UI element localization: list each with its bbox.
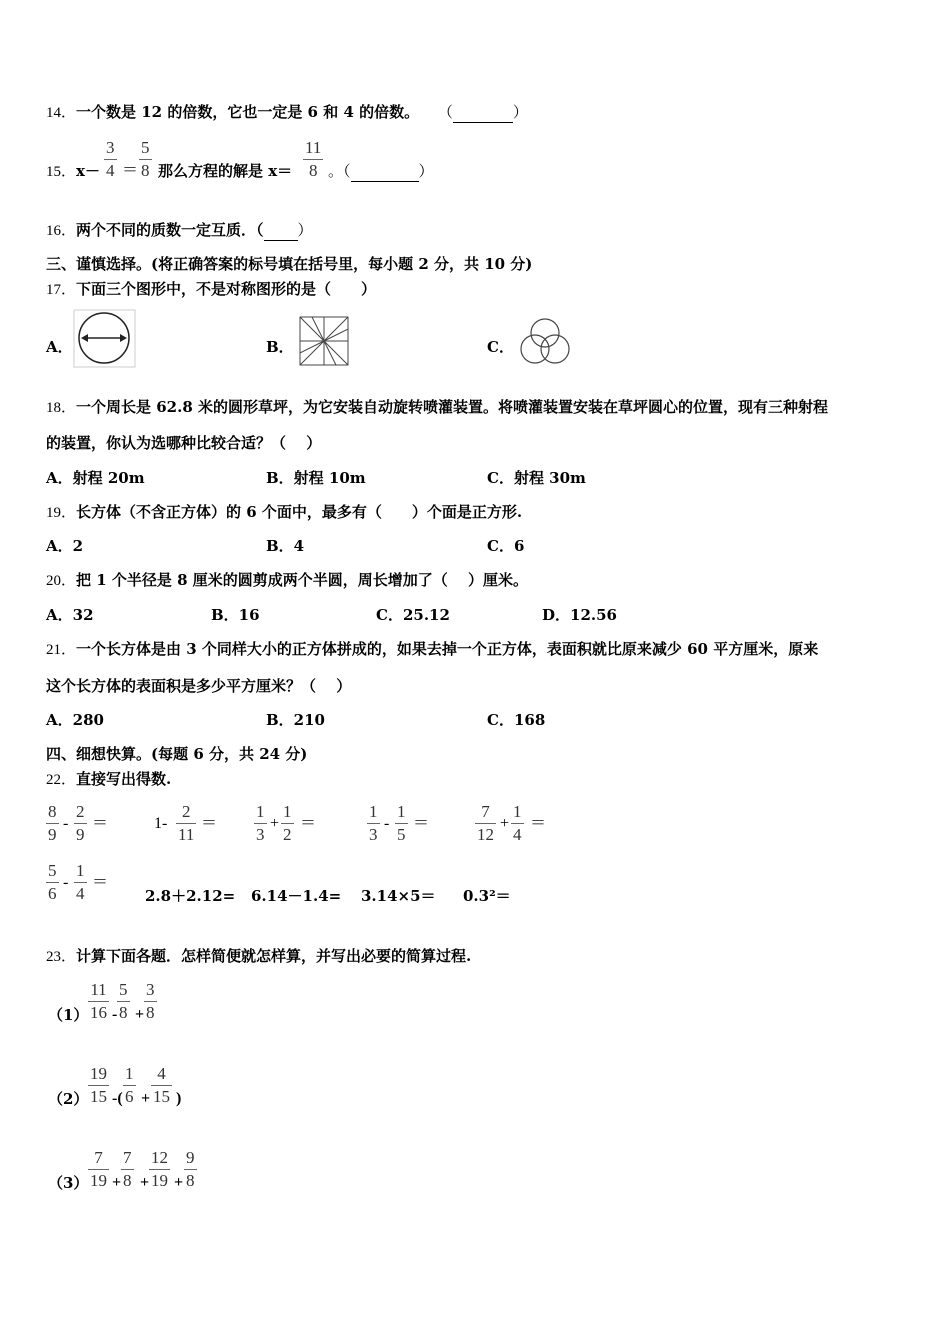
fraction: $\frac{1}{2}$ xyxy=(283,802,292,844)
fraction: $\frac{2}{11}$ xyxy=(178,802,195,844)
expression: 2.8＋2.12= xyxy=(145,887,236,905)
question-16: 16．两个不同的质数一定互质．（ ） xyxy=(46,221,313,239)
equals-sign: ＝ xyxy=(122,162,139,179)
option-b[interactable]: B．4 xyxy=(266,537,305,555)
fraction: $\frac{9}{8}$ xyxy=(186,1148,195,1190)
question-18-line1: 18．一个周长是 62.8 米的圆形草坪，为它安装自动旋转喷灌装置。将喷灌装置安装在草坪圆心的位置，现有三种射程 xyxy=(46,398,828,416)
option-c[interactable]: C．6 xyxy=(487,537,525,555)
expression: 6.14－1.4= xyxy=(251,887,342,905)
fraction: $\frac{5}{6}$ xyxy=(48,861,57,903)
fraction: $\frac{19}{15}$ xyxy=(90,1064,107,1106)
question-20: 20．把 1 个半径是 8 厘米的圆剪成两个半圆，周长增加了（ ）厘米。 xyxy=(46,571,529,589)
option-c[interactable]: C． xyxy=(487,338,514,356)
question-18-line2: 的装置，你认为选哪种比较合适？（ ） xyxy=(46,434,322,452)
fraction: $\frac{1}{4}$ xyxy=(76,861,85,903)
fraction: $\frac{3}{8}$ xyxy=(146,980,155,1022)
fraction: $\frac{4}{15}$ xyxy=(153,1064,170,1106)
option-d[interactable]: D．12.56 xyxy=(542,606,617,624)
fraction: $\frac{1}{3}$ xyxy=(256,802,265,844)
question-17: 17．下面三个图形中，不是对称图形的是（ ） xyxy=(46,280,377,298)
sub-question-label: （1） xyxy=(48,1006,89,1024)
option-a[interactable]: A． xyxy=(46,338,73,356)
answer-blank[interactable] xyxy=(453,102,513,123)
question-14: 14．一个数是 12 的倍数，它也一定是 6 和 4 的倍数。 （ ） xyxy=(46,103,528,121)
option-c[interactable]: C．168 xyxy=(487,711,546,729)
fraction: $\frac{1}{4}$ xyxy=(513,802,522,844)
fraction: $\frac{8}{9}$ xyxy=(48,802,57,844)
fraction: $\frac{7}{19}$ xyxy=(90,1148,107,1190)
section-3-title: 三、谨慎选择。(将正确答案的标号填在括号里，每小题 2 分，共 10 分) xyxy=(46,255,533,273)
fraction: $\frac{12}{19}$ xyxy=(151,1148,168,1190)
expression: 3.14×5＝ xyxy=(361,887,436,905)
option-b[interactable]: B．16 xyxy=(211,606,260,624)
fraction: $\frac{7}{12}$ xyxy=(477,802,494,844)
option-a[interactable]: A．32 xyxy=(46,606,94,624)
answer-blank[interactable] xyxy=(264,220,298,241)
fraction: $\frac{7}{8}$ xyxy=(123,1148,132,1190)
answer-blank[interactable] xyxy=(351,161,419,182)
fraction: $\frac{5}{8}$ xyxy=(141,138,150,180)
expression: 0.3²＝ xyxy=(463,887,511,905)
option-a[interactable]: A．280 xyxy=(46,711,104,729)
fraction: $\frac{11}{16}$ xyxy=(90,980,107,1022)
fraction: $\frac{1}{5}$ xyxy=(397,802,406,844)
fraction: $\frac{5}{8}$ xyxy=(119,980,128,1022)
option-a[interactable]: A．射程 20m xyxy=(46,469,145,487)
sub-question-label: （3） xyxy=(48,1174,89,1192)
option-b[interactable]: B．210 xyxy=(266,711,325,729)
fraction: $\frac{2}{9}$ xyxy=(76,802,85,844)
option-b[interactable]: B． xyxy=(266,338,294,356)
option-a[interactable]: A．2 xyxy=(46,537,84,555)
question-22: 22．直接写出得数. xyxy=(46,770,172,788)
question-15-answer: 。（ ） xyxy=(328,162,434,180)
question-23: 23．计算下面各题．怎样简便就怎样算，并写出必要的简算过程. xyxy=(46,947,472,965)
question-15-text: 那么方程的解是 x＝ xyxy=(158,162,293,180)
option-c[interactable]: C．25.12 xyxy=(376,606,450,624)
pinwheel-figure xyxy=(297,314,351,368)
sub-question-label: （2） xyxy=(48,1090,89,1108)
section-4-title: 四、细想快算。(每题 6 分，共 24 分) xyxy=(46,745,308,763)
question-21-line2: 这个长方体的表面积是多少平方厘米？（ ） xyxy=(46,677,352,695)
option-c[interactable]: C．射程 30m xyxy=(487,469,586,487)
question-15: 15．x－ xyxy=(46,162,100,180)
circle-arrow-figure xyxy=(73,309,137,369)
triquetra-figure xyxy=(514,313,576,369)
fraction: $\frac{1}{6}$ xyxy=(125,1064,134,1106)
question-19: 19．长方体（不含正方体）的 6 个面中，最多有（ ）个面是正方形. xyxy=(46,503,523,521)
fraction: $\frac{11}{8}$ xyxy=(305,138,322,180)
question-21-line1: 21．一个长方体是由 3 个同样大小的正方体拼成的，如果去掉一个正方体，表面积就比原来减少 60 平方厘米，原来 xyxy=(46,640,819,658)
fraction: $\frac{1}{3}$ xyxy=(369,802,378,844)
fraction: $\frac{3}{4}$ xyxy=(106,138,115,180)
option-b[interactable]: B．射程 10m xyxy=(266,469,366,487)
